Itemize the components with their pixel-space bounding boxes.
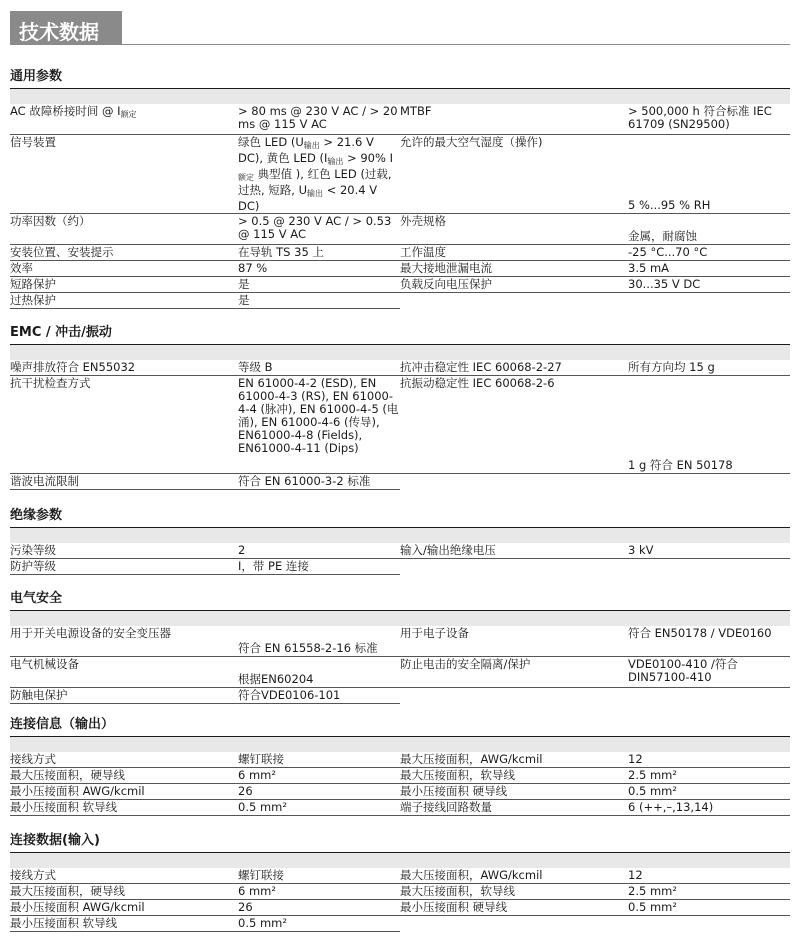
param-label: 最大压接面积，AWG/kcmil <box>400 868 543 882</box>
table-row <box>400 768 790 784</box>
param-label: 负载反向电压保护 <box>400 277 492 291</box>
left-column <box>10 104 400 309</box>
param-value: 1 g 符合 EN 50178 <box>628 458 733 472</box>
param-value: 87 % <box>238 261 268 275</box>
section-band <box>10 345 790 360</box>
param-value: 根据EN60204 <box>238 672 314 686</box>
param-label: 输入/输出绝缘电压 <box>400 543 496 557</box>
table-row <box>10 245 400 261</box>
table-row <box>10 261 400 277</box>
param-label: 防触电保护 <box>10 688 68 702</box>
param-value: 螺钉联接 <box>238 868 284 882</box>
section-input-connection <box>10 830 790 932</box>
table-row <box>10 657 400 688</box>
table-row <box>400 884 790 900</box>
left-column <box>10 543 400 575</box>
param-label: 允许的最大空气湿度（操作) <box>400 135 543 149</box>
param-value: 6 (++,–,13,14) <box>628 800 714 814</box>
param-label: 谐波电流限制 <box>10 474 79 488</box>
param-value: > 500,000 h 符合标准 IEC 61709 (SN29500) <box>628 104 772 131</box>
param-value: 26 <box>238 784 253 798</box>
param-value: 绿色 LED ($U_{输出} > 21.6$ V DC), 黄色 LED ($I_{输出} > 90\%$ $I_{额定}$ 典型值 ), 红色 LED (过载, 过热, 短路, $U_{输出} < 20.4$ V DC) <box>238 135 393 213</box>
table-row <box>400 543 790 559</box>
table-row <box>10 688 400 704</box>
section-title: 通用参数 <box>10 66 790 89</box>
section-general <box>10 66 790 309</box>
param-label: 安装位置、安装提示 <box>10 245 114 259</box>
param-label: 功率因数（约） <box>10 214 91 228</box>
param-value: 符合 EN 61558-2-16 标准 <box>238 641 378 655</box>
left-column <box>10 868 400 932</box>
section-title: 连接数据(输入) <box>10 830 790 853</box>
section-title: 连接信息（输出） <box>10 714 790 737</box>
section-output-connection <box>10 714 790 816</box>
param-label: 接线方式 <box>10 752 56 766</box>
param-label: 最大接地泄漏电流 <box>400 261 492 275</box>
param-value: -25 °C...70 °C <box>628 245 708 259</box>
param-value: 符合 EN 61000-3-2 标准 <box>238 474 371 488</box>
param-label: 工作温度 <box>400 245 446 259</box>
section-band <box>10 737 790 752</box>
table-row <box>10 768 400 784</box>
param-label: 抗振动稳定性 IEC 60068-2-6 <box>400 376 555 390</box>
param-value: 30...35 V DC <box>628 277 701 291</box>
param-value: 6 mm² <box>238 768 276 782</box>
table-row <box>10 474 400 490</box>
param-label: 最大压接面积，软导线 <box>400 768 515 782</box>
left-column <box>10 752 400 816</box>
table-row <box>400 626 790 657</box>
param-value: 0.5 mm² <box>628 784 677 798</box>
param-label: 端子接线回路数量 <box>400 800 492 814</box>
right-column <box>400 868 790 932</box>
table-row <box>10 800 400 816</box>
param-value: 螺钉联接 <box>238 752 284 766</box>
param-value: 0.5 mm² <box>238 800 287 814</box>
table-row <box>10 277 400 293</box>
section-title: 电气安全 <box>10 588 790 611</box>
param-label: 防止电击的安全隔离/保护 <box>400 657 531 671</box>
param-label: 最小压接面积 AWG/kcmil <box>10 784 145 798</box>
param-label: 最大压接面积，AWG/kcmil <box>400 752 543 766</box>
param-value: 12 <box>628 868 643 882</box>
right-column <box>400 752 790 816</box>
section-band <box>10 89 790 104</box>
table-row <box>10 900 400 916</box>
title-rule <box>122 44 790 45</box>
param-value: EN 61000-4-2 (ESD), EN 61000-4-3 (RS), EN 61000-4-4 (脉冲), EN 61000-4-5 (电涌), EN 61000-4-6 (传导), EN61000-4-8 (Fields), EN61000-4-11 (Dips) <box>238 376 399 455</box>
table-row <box>400 752 790 768</box>
param-label: 污染等级 <box>10 543 56 557</box>
table-row <box>10 868 400 884</box>
left-column <box>10 360 400 490</box>
param-label: 接线方式 <box>10 868 56 882</box>
right-column <box>400 543 790 575</box>
param-label: 最小压接面积 软导线 <box>10 800 118 814</box>
param-label: 电气机械设备 <box>10 657 79 671</box>
table-row <box>400 657 790 688</box>
table-row <box>10 784 400 800</box>
param-value: 6 mm² <box>238 884 276 898</box>
section-band <box>10 611 790 626</box>
param-value: 符合 EN50178 / VDE0160 <box>628 626 772 640</box>
table-row <box>10 360 400 376</box>
param-label: AC 故障桥接时间 @ $I_{额定}$ <box>10 104 137 119</box>
param-label: 信号装置 <box>10 135 56 149</box>
param-value: 符合VDE0106-101 <box>238 688 341 702</box>
param-value: 是 <box>238 277 250 291</box>
page-title: 技术数据 <box>19 20 99 44</box>
param-label: 抗冲击稳定性 IEC 60068-2-27 <box>400 360 562 374</box>
table-row <box>10 884 400 900</box>
section-title: EMC / 冲击/振动 <box>10 322 790 345</box>
table-row <box>400 261 790 277</box>
param-value: 0.5 mm² <box>628 900 677 914</box>
param-label: 防护等级 <box>10 559 56 573</box>
table-row <box>400 868 790 884</box>
table-row <box>400 376 790 474</box>
param-label: MTBF <box>400 104 432 118</box>
param-value: VDE0100-410 /符合 DIN57100-410 <box>628 657 738 684</box>
param-value: > 80 ms @ 230 V AC / > 20 ms @ 115 V AC <box>238 104 398 131</box>
param-value: 金属，耐腐蚀 <box>628 229 697 243</box>
param-label: 最大压接面积，软导线 <box>400 884 515 898</box>
param-label: 最小压接面积 硬导线 <box>400 784 508 798</box>
title-box <box>10 11 122 45</box>
param-label: 用于开关电源设备的安全变压器 <box>10 626 171 640</box>
param-label: 最小压接面积 硬导线 <box>400 900 508 914</box>
param-value: I，带 PE 连接 <box>238 559 309 573</box>
table-row <box>10 916 400 932</box>
table-row <box>10 543 400 559</box>
param-value: 26 <box>238 900 253 914</box>
param-label: 最大压接面积，硬导线 <box>10 768 125 782</box>
param-value: 2 <box>238 543 246 557</box>
param-value: 等级 B <box>238 360 273 374</box>
table-row <box>10 626 400 657</box>
param-label: 噪声排放符合 EN55032 <box>10 360 136 374</box>
table-row <box>10 376 400 474</box>
param-value: 是 <box>238 293 250 307</box>
param-value: 2.5 mm² <box>628 884 677 898</box>
param-value: 所有方向均 15 g <box>628 360 715 374</box>
param-label: 短路保护 <box>10 277 56 291</box>
table-row <box>400 784 790 800</box>
section-title: 绝缘参数 <box>10 505 790 528</box>
table-row <box>400 360 790 376</box>
table-row <box>10 214 400 245</box>
table-row <box>10 293 400 309</box>
param-label: 抗干扰检查方式 <box>10 376 91 390</box>
param-value: 3.5 mA <box>628 261 670 275</box>
table-row <box>400 277 790 293</box>
param-value: > 0.5 @ 230 V AC / > 0.53 @ 115 V AC <box>238 214 392 241</box>
section-band <box>10 528 790 543</box>
param-value: 5 %...95 % RH <box>628 198 711 212</box>
section-band <box>10 853 790 868</box>
table-row <box>400 214 790 245</box>
param-value: 12 <box>628 752 643 766</box>
param-value: 在导轨 TS 35 上 <box>238 245 324 259</box>
right-column <box>400 104 790 309</box>
param-label: 最小压接面积 软导线 <box>10 916 118 930</box>
table-row <box>10 559 400 575</box>
table-row <box>400 104 790 135</box>
table-row <box>400 245 790 261</box>
table-row <box>10 752 400 768</box>
right-column <box>400 626 790 704</box>
page-header <box>10 11 790 45</box>
param-label: 过热保护 <box>10 293 56 307</box>
param-label: 外壳规格 <box>400 214 446 228</box>
param-label: 最小压接面积 AWG/kcmil <box>10 900 145 914</box>
param-value: 0.5 mm² <box>238 916 287 930</box>
section-safety <box>10 588 790 704</box>
left-column <box>10 626 400 704</box>
table-row <box>400 135 790 214</box>
section-emc <box>10 322 790 490</box>
table-row <box>400 800 790 816</box>
param-label: 最大压接面积，硬导线 <box>10 884 125 898</box>
table-row <box>10 135 400 214</box>
right-column <box>400 360 790 490</box>
section-insulation <box>10 505 790 575</box>
param-value: 3 kV <box>628 543 654 557</box>
table-row <box>10 104 400 135</box>
param-value: 2.5 mm² <box>628 768 677 782</box>
param-label: 效率 <box>10 261 33 275</box>
param-label: 用于电子设备 <box>400 626 469 640</box>
table-row <box>400 900 790 916</box>
